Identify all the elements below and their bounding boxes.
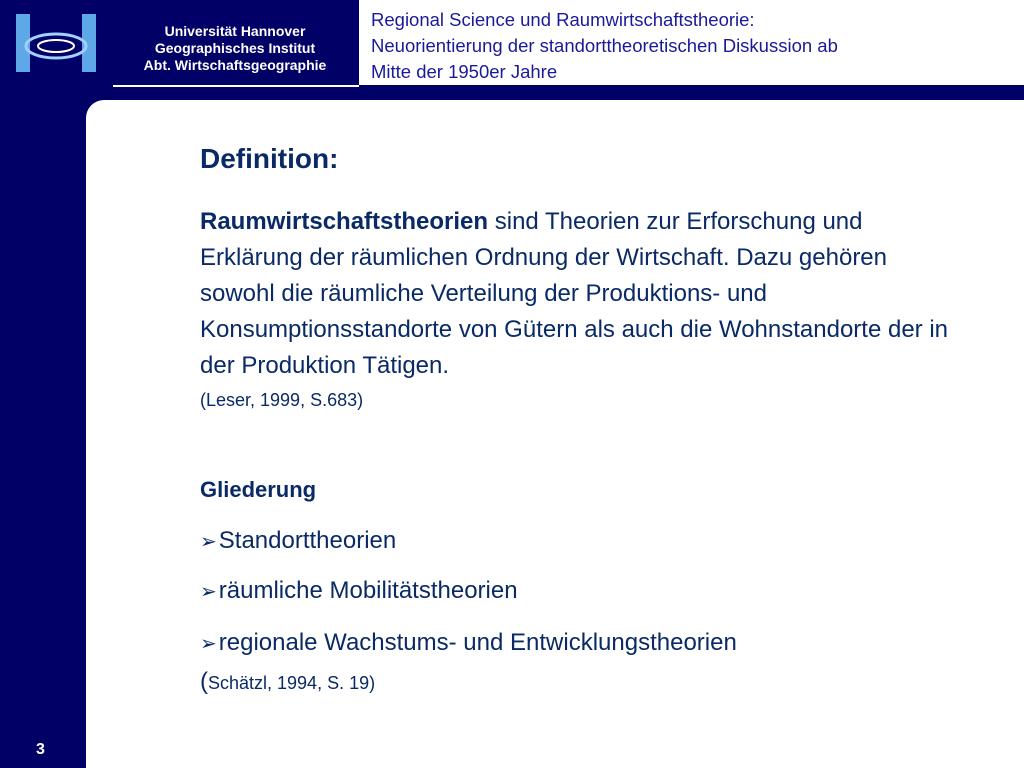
arrow-bullet-icon: ➢ <box>200 633 217 655</box>
institution-line-1: Universität Hannover <box>164 23 306 39</box>
outline-item <box>200 527 396 555</box>
slide-title-line-2: Neuorientierung der standorttheoretischen Diskussion ab <box>371 35 838 56</box>
university-logo <box>0 0 113 87</box>
definition-citation: (Leser, 1999, S.683) <box>200 390 364 410</box>
outline-citation-text: Schätzl, 1994, S. 19) <box>208 673 376 693</box>
arrow-bullet-icon: ➢ <box>200 581 217 603</box>
institution-line-2: Geographisches Institut <box>154 40 316 56</box>
definition-text: sind Theorien zur Erforschung und Erklärung der räumlichen Ordnung der Wirtschaft. Dazu gehören sowohl die räumliche Verteilung der Produktions- und Konsumptionsstandorte von Gütern als auch die Wohnstandorte der in der Produktion Tätigen. <box>200 208 949 379</box>
slide-title <box>371 7 1011 85</box>
page-number: 3 <box>36 741 45 758</box>
outline-item-label: räumliche Mobilitätstheorien <box>218 577 518 604</box>
institution-name <box>113 23 357 85</box>
definition-heading: Definition: <box>200 143 339 174</box>
definition-paragraph <box>200 204 960 384</box>
slide-title-area <box>359 0 1024 85</box>
logo-h-icon <box>14 12 102 76</box>
institution-line-3: Abt. Wirtschaftsgeographie <box>143 57 327 73</box>
outline-item-label: regionale Wachstums- und Entwicklungstheorien <box>218 629 737 656</box>
definition-term: Raumwirtschaftstheorien <box>200 208 489 235</box>
outline-citation <box>200 668 375 696</box>
outline-item <box>200 577 518 605</box>
arrow-bullet-icon: ➢ <box>200 531 217 553</box>
outline-item <box>200 629 737 657</box>
outline-citation-paren: ( <box>200 668 208 695</box>
content-panel <box>86 100 1024 768</box>
header-divider <box>113 85 359 87</box>
slide-title-line-3: Mitte der 1950er Jahre <box>371 61 558 82</box>
slide-title-line-1: Regional Science und Raumwirtschaftstheorie: <box>371 9 755 30</box>
outline-item-label: Standorttheorien <box>218 527 397 554</box>
outline-heading: Gliederung <box>200 477 317 502</box>
